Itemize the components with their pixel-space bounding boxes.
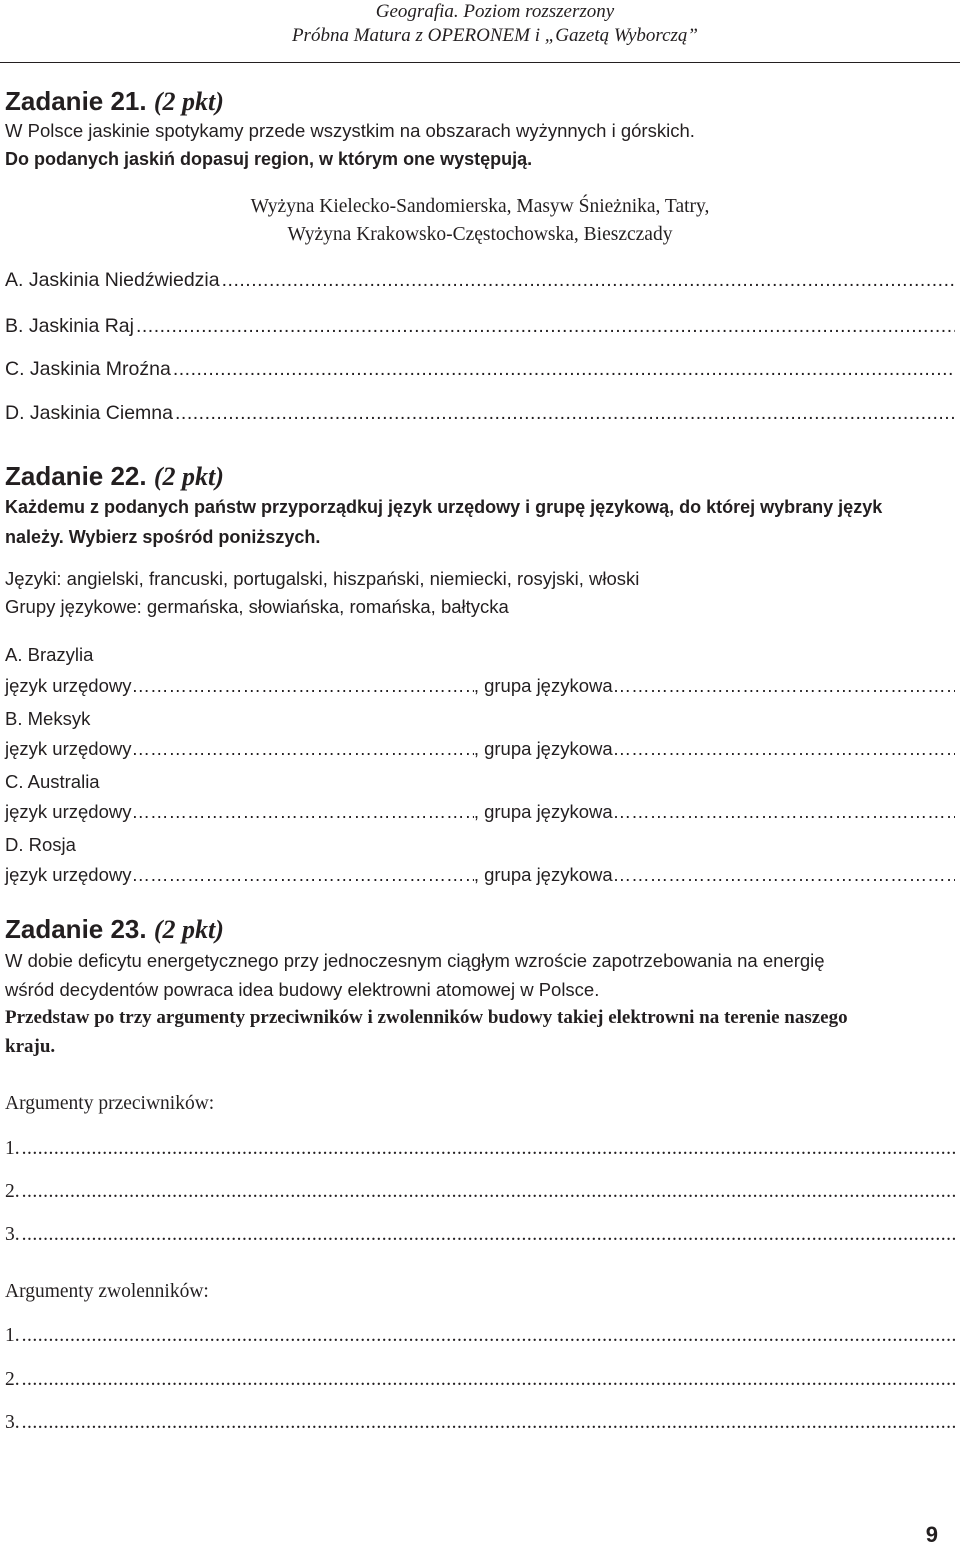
- task-23-title: [5, 914, 224, 945]
- answer-line[interactable]: [22, 1135, 955, 1162]
- header-subject: Geografia. Poziom rozszerzony: [375, 1, 615, 22]
- country-b-answer: [5, 735, 955, 762]
- task-21-intro: W Polsce jaskinie spotykamy przede wszystkim na obszarach wyżynnych i górskich.: [5, 120, 695, 141]
- header-exam: Próbna Matura z OPERONEM i „Gazetą Wyborczą”: [291, 25, 698, 46]
- cave-label: C. Jaskinia Mroźna: [5, 358, 171, 380]
- country-a-answer: [5, 672, 955, 699]
- cave-label: D. Jaskinia Ciemna: [5, 402, 173, 424]
- task-22-instruction-1: Każdemu z podanych państw przyporządkuj język urzędowy i grupę językową, do której wybrany język: [5, 497, 883, 517]
- language-label: język urzędowy: [5, 738, 132, 759]
- for-item-2: [5, 1366, 955, 1393]
- against-item-3: [5, 1221, 955, 1248]
- task-23-intro-2: wśród decydentów powraca idea budowy elektrowni atomowej w Polsce.: [5, 979, 600, 1000]
- item-number: 3.: [5, 1412, 20, 1433]
- task-23-points: (2 pkt): [153, 915, 224, 944]
- page-number: 9: [925, 1522, 938, 1547]
- country-d-answer: [5, 861, 955, 888]
- language-answer-line[interactable]: [131, 861, 473, 888]
- task-23-intro-1: W dobie deficytu energetycznego przy jednoczesnym ciągłym wzroście zapotrzebowania na energię: [5, 950, 825, 971]
- language-label: język urzędowy: [5, 801, 132, 822]
- group-answer-line[interactable]: [613, 672, 955, 699]
- cave-item-d: [5, 400, 955, 427]
- item-number: 2.: [5, 1181, 20, 1202]
- task-23-instruction-1: Przedstaw po trzy argumenty przeciwników i zwolenników budowy takiej elektrowni na terenie naszego: [5, 1007, 848, 1028]
- language-answer-line[interactable]: [131, 798, 473, 825]
- group-answer-line[interactable]: [613, 735, 955, 762]
- country-b: B. Meksyk: [5, 708, 91, 729]
- answer-line[interactable]: [22, 1366, 955, 1393]
- task-21-instruction: Do podanych jaskiń dopasuj region, w którym one występują.: [5, 149, 533, 169]
- language-answer-line[interactable]: [131, 735, 473, 762]
- language-label: język urzędowy: [5, 675, 132, 696]
- running-header: [292, 0, 698, 48]
- group-answer-line[interactable]: [613, 861, 955, 888]
- group-label: , grupa językowa: [473, 864, 613, 885]
- for-heading: Argumenty zwolenników:: [5, 1281, 209, 1302]
- item-number: 1.: [5, 1325, 20, 1346]
- for-item-1: [5, 1322, 955, 1349]
- country-d: D. Rosja: [5, 834, 76, 855]
- item-number: 3.: [5, 1224, 20, 1245]
- language-groups-list: Grupy językowe: germańska, słowiańska, romańska, bałtycka: [5, 596, 509, 617]
- group-label: , grupa językowa: [473, 675, 613, 696]
- answer-line[interactable]: [22, 1322, 955, 1349]
- country-c: C. Australia: [5, 771, 100, 792]
- task-21-number: Zadanie 21.: [5, 86, 147, 116]
- regions-line-2: Wyżyna Krakowsko-Częstochowska, Bieszczady: [287, 224, 673, 245]
- answer-line[interactable]: [22, 1178, 955, 1205]
- answer-line[interactable]: [22, 1409, 955, 1436]
- task-23-number: Zadanie 23.: [5, 914, 147, 944]
- answer-line[interactable]: [175, 400, 955, 427]
- task-22-title: [5, 461, 224, 492]
- task-22-number: Zadanie 22.: [5, 461, 147, 491]
- task-22-instruction-2: należy. Wybierz spośród poniższych.: [5, 527, 321, 547]
- group-label: , grupa językowa: [473, 801, 613, 822]
- regions-line-1: Wyżyna Kielecko-Sandomierska, Masyw Śnieżnika, Tatry,: [250, 196, 710, 217]
- task-21-title: [5, 86, 224, 117]
- answer-line[interactable]: [136, 313, 955, 340]
- answer-line[interactable]: [222, 267, 955, 294]
- group-label: , grupa językowa: [473, 738, 613, 759]
- cave-label: B. Jaskinia Raj: [5, 315, 134, 337]
- against-item-1: [5, 1135, 955, 1162]
- for-item-3: [5, 1409, 955, 1436]
- group-answer-line[interactable]: [613, 798, 955, 825]
- answer-line[interactable]: [22, 1221, 955, 1248]
- country-a: A. Brazylia: [5, 644, 94, 665]
- against-heading: Argumenty przeciwników:: [5, 1093, 215, 1114]
- language-answer-line[interactable]: [131, 672, 473, 699]
- item-number: 1.: [5, 1138, 20, 1159]
- item-number: 2.: [5, 1369, 20, 1390]
- task-23-instruction-2: kraju.: [5, 1036, 56, 1057]
- cave-label: A. Jaskinia Niedźwiedzia: [5, 269, 220, 291]
- language-label: język urzędowy: [5, 864, 132, 885]
- answer-line[interactable]: [173, 356, 955, 383]
- country-c-answer: [5, 798, 955, 825]
- cave-item-c: [5, 356, 955, 383]
- header-rule: [0, 62, 960, 63]
- languages-list: Języki: angielski, francuski, portugalski, hiszpański, niemiecki, rosyjski, włoski: [5, 568, 640, 589]
- cave-item-a: [5, 267, 955, 294]
- against-item-2: [5, 1178, 955, 1205]
- cave-item-b: [5, 313, 955, 340]
- task-22-points: (2 pkt): [153, 462, 224, 491]
- task-21-points: (2 pkt): [153, 87, 224, 116]
